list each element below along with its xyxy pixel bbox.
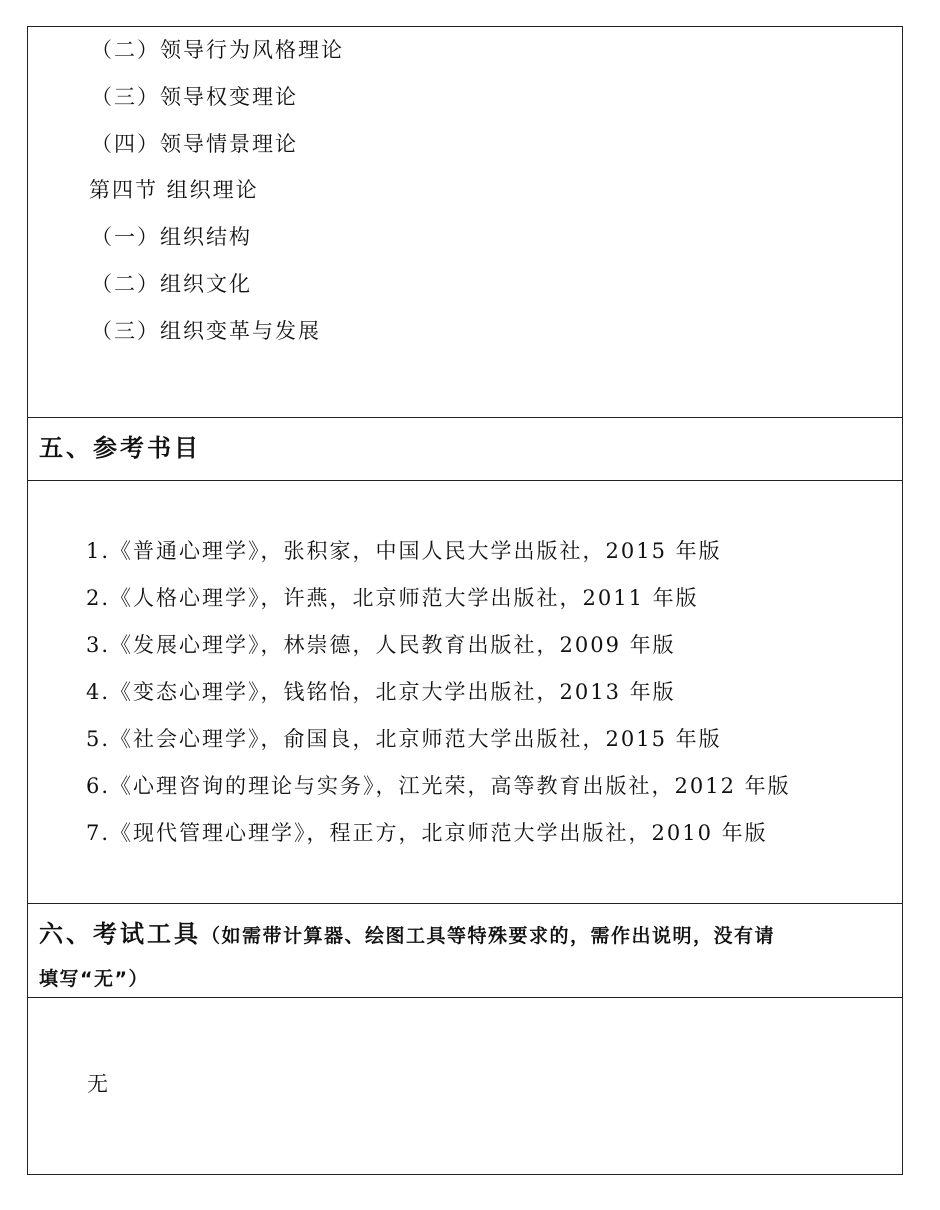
section-6-header — [28, 904, 902, 997]
book-item: 2.《人格心理学》，许燕，北京师范大学出版社，2011 年版 — [86, 586, 699, 610]
outline-line: （三）领导权变理论 — [91, 85, 298, 109]
section-6-note-line1: （如需带计算器、绘图工具等特殊要求的，需作出说明，没有请 — [201, 925, 776, 947]
book-item: 7.《现代管理心理学》，程正方，北京师范大学出版社，2010 年版 — [86, 821, 768, 845]
book-item: 3.《发展心理学》，林崇德，人民教育出版社，2009 年版 — [86, 633, 676, 657]
outline-line: （二）组织文化 — [91, 272, 252, 296]
outline-line: （二）领导行为风格理论 — [91, 38, 344, 62]
outline-line: （四）领导情景理论 — [91, 132, 298, 156]
book-item: 4.《变态心理学》，钱铭怡，北京大学出版社，2013 年版 — [86, 680, 676, 704]
book-item: 5.《社会心理学》，俞国良，北京师范大学出版社，2015 年版 — [86, 727, 722, 751]
reference-book-list — [28, 481, 902, 903]
outline-line: （三）组织变革与发展 — [91, 319, 321, 343]
exam-tool-answer: 无 — [87, 1072, 110, 1096]
outline-line: （一）组织结构 — [91, 225, 252, 249]
book-item: 6.《心理咨询的理论与实务》，江光荣，高等教育出版社，2012 年版 — [86, 774, 791, 798]
exam-outline-table — [27, 26, 903, 1175]
book-item: 1.《普通心理学》，张积家，中国人民大学出版社，2015 年版 — [86, 539, 722, 563]
section-6-title — [39, 918, 775, 952]
outline-subsection-title: 第四节 组织理论 — [89, 178, 259, 202]
section-4-content — [28, 27, 902, 417]
section-6-content — [28, 998, 902, 1174]
section-6-note-line2: 填写“无”） — [39, 968, 149, 990]
section-5-header — [28, 418, 902, 480]
section-5-title: 五、参考书目 — [39, 434, 201, 462]
section-6-title-text: 六、考试工具 — [39, 920, 201, 948]
